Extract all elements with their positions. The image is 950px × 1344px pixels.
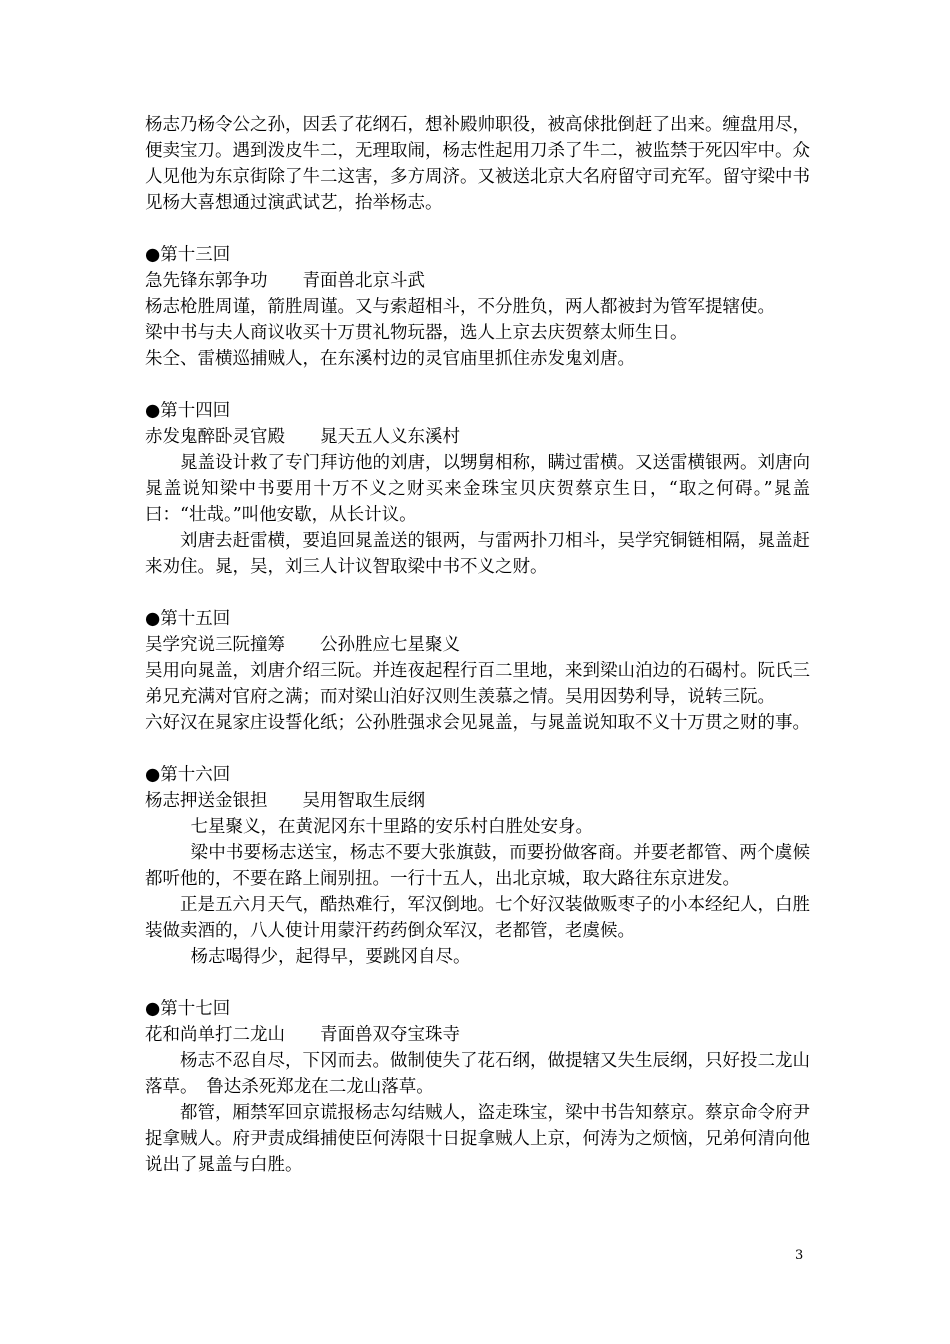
chapter-15 [145, 606, 810, 736]
section-gap [145, 736, 810, 762]
chapter-16 [145, 762, 810, 970]
chapter-header: ●第十五回 [145, 609, 231, 629]
chapter-paragraph: 梁中书与夫人商议收买十万贯礼物玩器，选人上京去庆贺蔡太师生日。 [145, 323, 688, 343]
chapter-paragraph: 朱仝、雷横巡捕贼人，在东溪村边的灵官庙里抓住赤发鬼刘唐。 [145, 349, 635, 369]
chapter-17 [145, 996, 810, 1178]
chapter-title: 急先锋东郭争功 青面兽北京斗武 [145, 271, 425, 291]
chapter-14 [145, 398, 810, 580]
chapter-paragraph: 杨志喝得少，起得早，要跳冈自尽。 [190, 947, 471, 967]
chapter-header: ●第十四回 [145, 401, 231, 421]
section-gap [145, 372, 810, 398]
chapter-paragraph: 杨志不忍自尽，下冈而去。做制使失了花石纲，做提辖又失生辰纲，只好投二龙山落草。 鲁达杀死郑龙在二龙山落草。 [145, 1051, 810, 1097]
chapter-title: 吴学究说三阮撞筹 公孙胜应七星聚义 [145, 635, 460, 655]
document-page [145, 112, 810, 1178]
chapter-paragraph: 都管，厢禁军回京谎报杨志勾结贼人，盗走珠宝，梁中书告知蔡京。蔡京命令府尹捉拿贼人。府尹责成缉捕使臣何涛限十日捉拿贼人上京，何涛为之烦恼，兄弟何清向他说出了晁盖与白胜。 [145, 1103, 810, 1175]
section-gap [145, 970, 810, 996]
chapter-header: ●第十七回 [145, 999, 231, 1019]
chapter-title: 赤发鬼醉卧灵官殿 晁天五人义东溪村 [145, 427, 460, 447]
chapter-paragraph: 刘唐去赶雷横，要追回晁盖送的银两，与雷两扑刀相斗，吴学究铜链相隔，晁盖赶来劝住。晁，吴，刘三人计议智取梁中书不义之财。 [145, 531, 810, 577]
page-number: 3 [795, 1248, 804, 1263]
chapter-paragraph: 正是五六月天气，酷热难行，军汉倒地。七个好汉装做贩枣子的小本经纪人，白胜装做卖酒的，八人使计用蒙汗药药倒众军汉，老都管，老虞候。 [145, 895, 810, 941]
chapter-13 [145, 242, 810, 372]
chapter-header: ●第十六回 [145, 765, 231, 785]
chapter-paragraph: 梁中书要杨志送宝，杨志不要大张旗鼓，而要扮做客商。并要老都管、两个虞候都听他的，不要在路上闹别扭。一行十五人，出北京城，取大路往东京进发。 [145, 843, 810, 889]
intro-paragraph: 杨志乃杨令公之孙，因丢了花纲石，想补殿帅职役，被高俅批倒赶了出来。缠盘用尽，便卖宝刀。遇到泼皮牛二，无理取闹，杨志性起用刀杀了牛二，被监禁于死囚牢中。众人见他为东京街除了牛二这害，多方周济。又被送北京大名府留守司充军。留守梁中书见杨大喜想通过演武试艺，抬举杨志。 [145, 115, 810, 213]
chapter-title: 杨志押送金银担 吴用智取生辰纲 [145, 791, 425, 811]
chapter-header: ●第十三回 [145, 245, 231, 265]
chapter-paragraph: 晁盖设计救了专门拜访他的刘唐，以甥舅相称，瞒过雷横。又送雷横银两。刘唐向晁盖说知梁中书要用十万不义之财买来金珠宝贝庆贺蔡京生日，“取之何碍。”晁盖曰：“壮哉。”叫他安歇，从长计议。 [145, 453, 810, 525]
section-gap [145, 580, 810, 606]
chapter-paragraph: 吴用向晁盖，刘唐介绍三阮。并连夜起程行百二里地，来到梁山泊边的石碣村。阮氏三弟兄充满对官府之满；而对梁山泊好汉则生羡慕之情。吴用因势利导，说转三阮。 [145, 661, 810, 707]
section-gap [145, 216, 810, 242]
chapter-paragraph: 六好汉在晁家庄设誓化纸；公孙胜强求会见晁盖，与晁盖说知取不义十万贯之财的事。 [145, 713, 810, 733]
chapter-paragraph: 七星聚义，在黄泥冈东十里路的安乐村白胜处安身。 [190, 817, 593, 837]
chapter-title: 花和尚单打二龙山 青面兽双夺宝珠寺 [145, 1025, 460, 1045]
chapter-paragraph: 杨志枪胜周谨，箭胜周谨。又与索超相斗，不分胜负，两人都被封为管军提辖使。 [145, 297, 775, 317]
